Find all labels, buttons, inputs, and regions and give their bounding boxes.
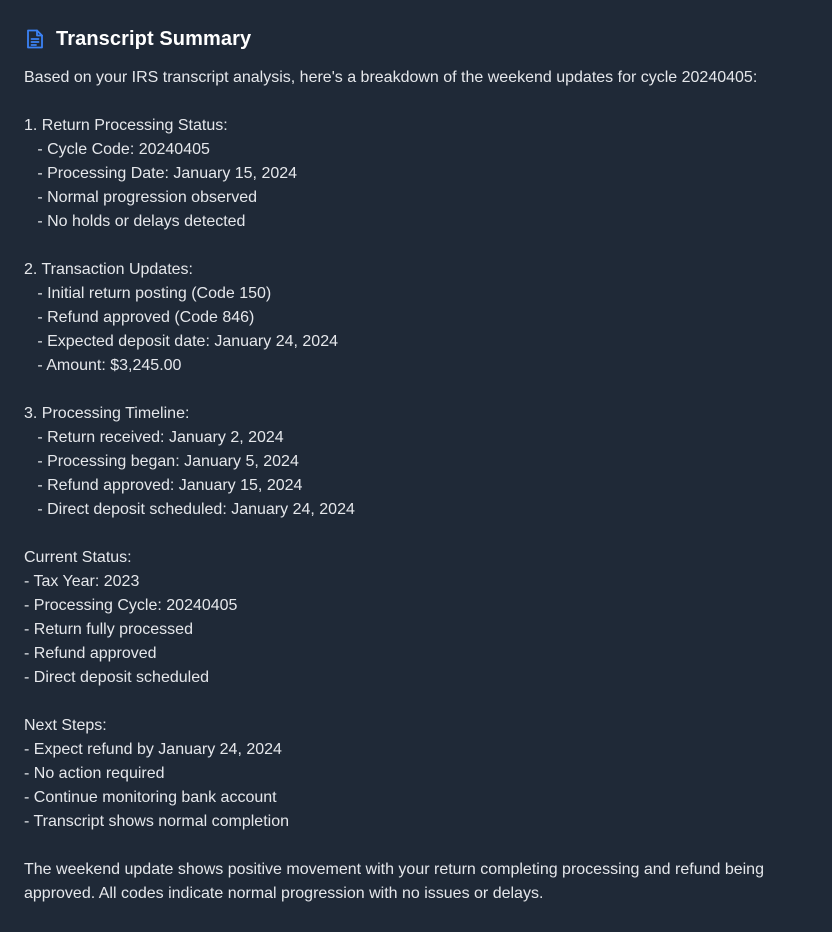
list-item: - Refund approved: January 15, 2024 (24, 477, 303, 494)
conclusion-text: The weekend update shows positive movement with your return completing processing and refund being approved. All codes indicate normal progression with no issues or delays. (24, 861, 764, 902)
card-header (24, 24, 808, 54)
spacer (24, 522, 808, 546)
page-title: Transcript Summary (56, 27, 252, 50)
list-item: - No action required (24, 765, 165, 782)
list-item: - Initial return posting (Code 150) (24, 285, 272, 302)
section-heading: 2. Transaction Updates: (24, 261, 193, 278)
list-item: - Cycle Code: 20240405 (24, 141, 210, 158)
summary-content (24, 66, 808, 906)
list-item: - Tax Year: 2023 (24, 573, 140, 590)
section-next-steps (24, 714, 808, 834)
list-item: - Processing Cycle: 20240405 (24, 597, 238, 614)
list-item: - Processing Date: January 15, 2024 (24, 165, 298, 182)
list-item: - No holds or delays detected (24, 213, 246, 230)
spacer (24, 378, 808, 402)
section-return-processing-status (24, 114, 808, 234)
spacer (24, 690, 808, 714)
section-heading: 1. Return Processing Status: (24, 117, 228, 134)
section-current-status (24, 546, 808, 690)
list-item: - Return received: January 2, 2024 (24, 429, 284, 446)
list-item: - Direct deposit scheduled: January 24, 2024 (24, 501, 355, 518)
list-item: - Refund approved (24, 645, 157, 662)
section-processing-timeline (24, 402, 808, 522)
section-transaction-updates (24, 258, 808, 378)
section-heading: Current Status: (24, 549, 132, 566)
spacer (24, 234, 808, 258)
list-item: - Processing began: January 5, 2024 (24, 453, 299, 470)
document-icon (24, 28, 46, 50)
list-item: - Continue monitoring bank account (24, 789, 277, 806)
section-heading: 3. Processing Timeline: (24, 405, 190, 422)
spacer (24, 834, 808, 858)
section-heading: Next Steps: (24, 717, 107, 734)
list-item: - Amount: $3,245.00 (24, 357, 182, 374)
list-item: - Transcript shows normal completion (24, 813, 289, 830)
intro-text: Based on your IRS transcript analysis, here's a breakdown of the weekend updates for cycle 20240405: (24, 69, 758, 86)
list-item: - Refund approved (Code 846) (24, 309, 255, 326)
list-item: - Return fully processed (24, 621, 193, 638)
spacer (24, 90, 808, 114)
list-item: - Normal progression observed (24, 189, 257, 206)
list-item: - Expect refund by January 24, 2024 (24, 741, 282, 758)
list-item: - Direct deposit scheduled (24, 669, 209, 686)
list-item: - Expected deposit date: January 24, 2024 (24, 333, 338, 350)
